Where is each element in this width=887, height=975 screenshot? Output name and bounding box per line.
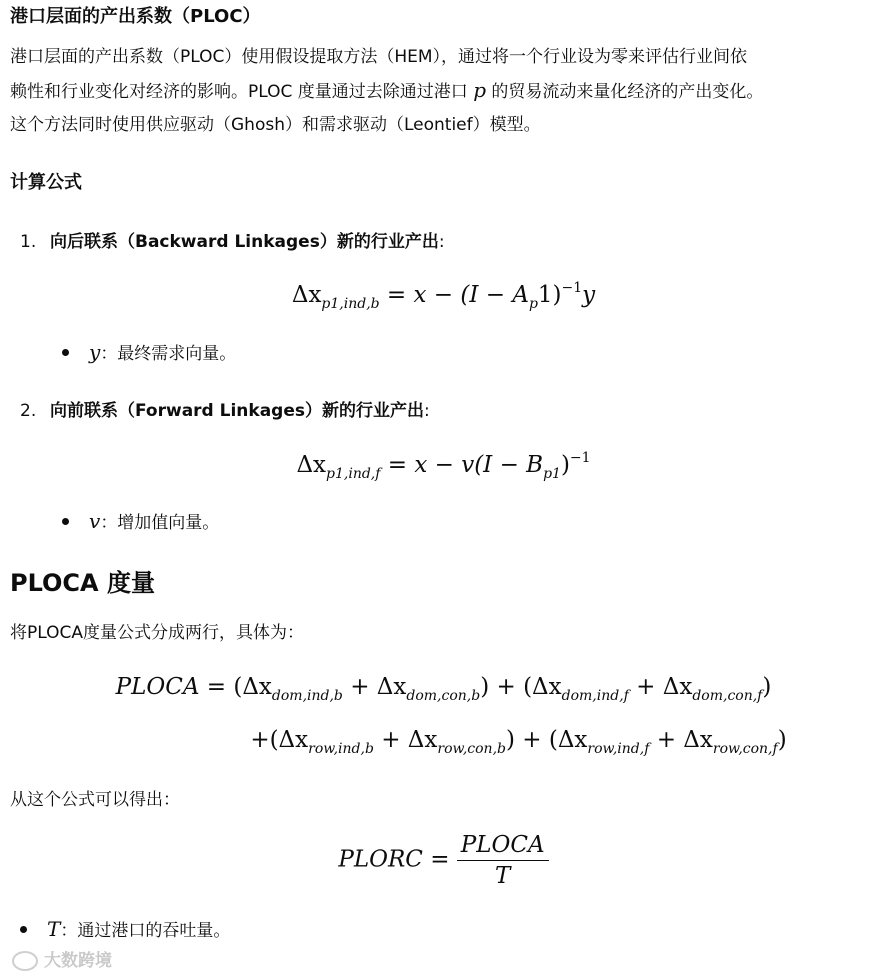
ploca1-s2: dom,con,b	[406, 688, 481, 704]
intro-line-2-a: 赖性和行业变化对经济的影响。PLOC 度量通过去除通过港口	[10, 82, 468, 102]
list-number-2: 2.	[20, 401, 37, 421]
list-number-1: 1.	[20, 232, 37, 252]
forward-rhs-sub: p1	[543, 466, 561, 482]
backward-rhs-sup: −1	[561, 280, 583, 296]
formula-forward	[0, 450, 887, 482]
bullet-final-demand	[62, 340, 236, 366]
backward-rhs-b: 1)	[537, 282, 562, 308]
var-t: T	[47, 917, 61, 941]
var-y: y	[89, 340, 101, 364]
ploca1-t1: = (Δx	[206, 674, 272, 700]
ploca2-t4: + Δx	[656, 727, 713, 753]
ploca1-t3: ) + (Δx	[480, 674, 562, 700]
intro-line-1: 港口层面的产出系数（PLOC）使用假设提取方法（HEM），通过将一个行业设为零来评估行业间依	[10, 47, 748, 67]
backward-rhs-c: y	[582, 282, 596, 308]
bullet-v-text: ：增加值向量。	[100, 513, 220, 533]
conclusion-text: 从这个公式可以得出：	[10, 790, 180, 810]
ploca2-t2: + Δx	[381, 727, 438, 753]
ploca1-s1: dom,ind,b	[271, 688, 343, 704]
backward-label: 向后联系（Backward Linkages）新的行业产出	[50, 232, 439, 252]
bullet-dot	[62, 349, 69, 356]
ploca-lhs: PLOCA	[115, 674, 200, 700]
ploca2-s2: row,con,b	[437, 741, 506, 757]
ploca2-t3: ) + (Δx	[505, 727, 588, 753]
ploca1-t4: + Δx	[636, 674, 693, 700]
intro-line-3: 这个方法同时使用供应驱动（Ghosh）和需求驱动（Leontief）模型。	[10, 115, 541, 135]
ploca1-t5: )	[762, 674, 772, 700]
formula-ploca-line-1	[0, 674, 887, 704]
backward-lhs: Δx	[291, 282, 322, 308]
forward-lhs-sub: p1,ind,f	[326, 466, 381, 482]
section-title-ploc: 港口层面的产出系数（PLOC）	[10, 6, 261, 27]
var-v: v	[89, 509, 101, 533]
ploca2-t1: +(Δx	[250, 727, 309, 753]
forward-lhs: Δx	[296, 452, 327, 478]
formula-ploca-line-2	[150, 727, 887, 757]
plorc-eq: =	[430, 846, 450, 873]
backward-lhs-sub: p1,ind,b	[321, 296, 380, 312]
bullet-y-text: ：最终需求向量。	[100, 344, 237, 364]
ploca2-s3: row,ind,f	[587, 741, 650, 757]
backward-rhs-a: = x − (I − A	[386, 282, 529, 308]
bullet-value-added	[62, 509, 219, 535]
forward-rhs-sup: −1	[569, 450, 591, 466]
forward-label: 向前联系（Forward Linkages）新的行业产出	[50, 401, 424, 421]
bullet-dot	[62, 518, 69, 525]
intro-line-2-b: 的贸易流动来量化经济的产出变化。	[491, 82, 764, 102]
formula-backward	[0, 280, 887, 312]
plorc-fraction	[457, 832, 549, 889]
section-title-ploca: PLOCA 度量	[10, 569, 155, 597]
watermark-logo-icon	[12, 951, 38, 971]
port-variable: p	[473, 78, 486, 102]
forward-suffix: :	[424, 401, 430, 421]
ploca2-t5: )	[777, 727, 787, 753]
bullet-t-text: ：通过港口的吞吐量。	[60, 921, 231, 941]
formula-plorc	[0, 832, 887, 889]
ploca2-s4: row,con,f	[712, 741, 778, 757]
intro-line-2	[10, 74, 885, 109]
forward-rhs-a: = x − v(I − B	[387, 452, 544, 478]
backward-suffix: :	[438, 232, 445, 252]
list-item-forward	[20, 399, 430, 423]
bullet-throughput	[20, 917, 230, 943]
backward-rhs-sub: p	[528, 296, 538, 312]
section-title-formulas: 计算公式	[10, 172, 82, 193]
plorc-numerator: PLOCA	[457, 832, 549, 861]
forward-rhs-b: )	[560, 452, 570, 478]
ploca-intro: 将PLOCA度量公式分成两行，具体为：	[10, 623, 304, 643]
list-item-backward	[20, 230, 445, 254]
bullet-dot	[20, 926, 27, 933]
watermark	[12, 946, 112, 971]
plorc-denominator: T	[495, 863, 511, 889]
plorc-lhs: PLORC	[338, 846, 423, 873]
ploca1-s3: dom,ind,f	[561, 688, 629, 704]
ploca1-s4: dom,con,f	[692, 688, 763, 704]
ploca2-s1: row,ind,b	[308, 741, 374, 757]
intro-paragraph	[10, 41, 885, 142]
watermark-text: 大数跨境	[44, 951, 112, 971]
ploca1-t2: + Δx	[350, 674, 407, 700]
